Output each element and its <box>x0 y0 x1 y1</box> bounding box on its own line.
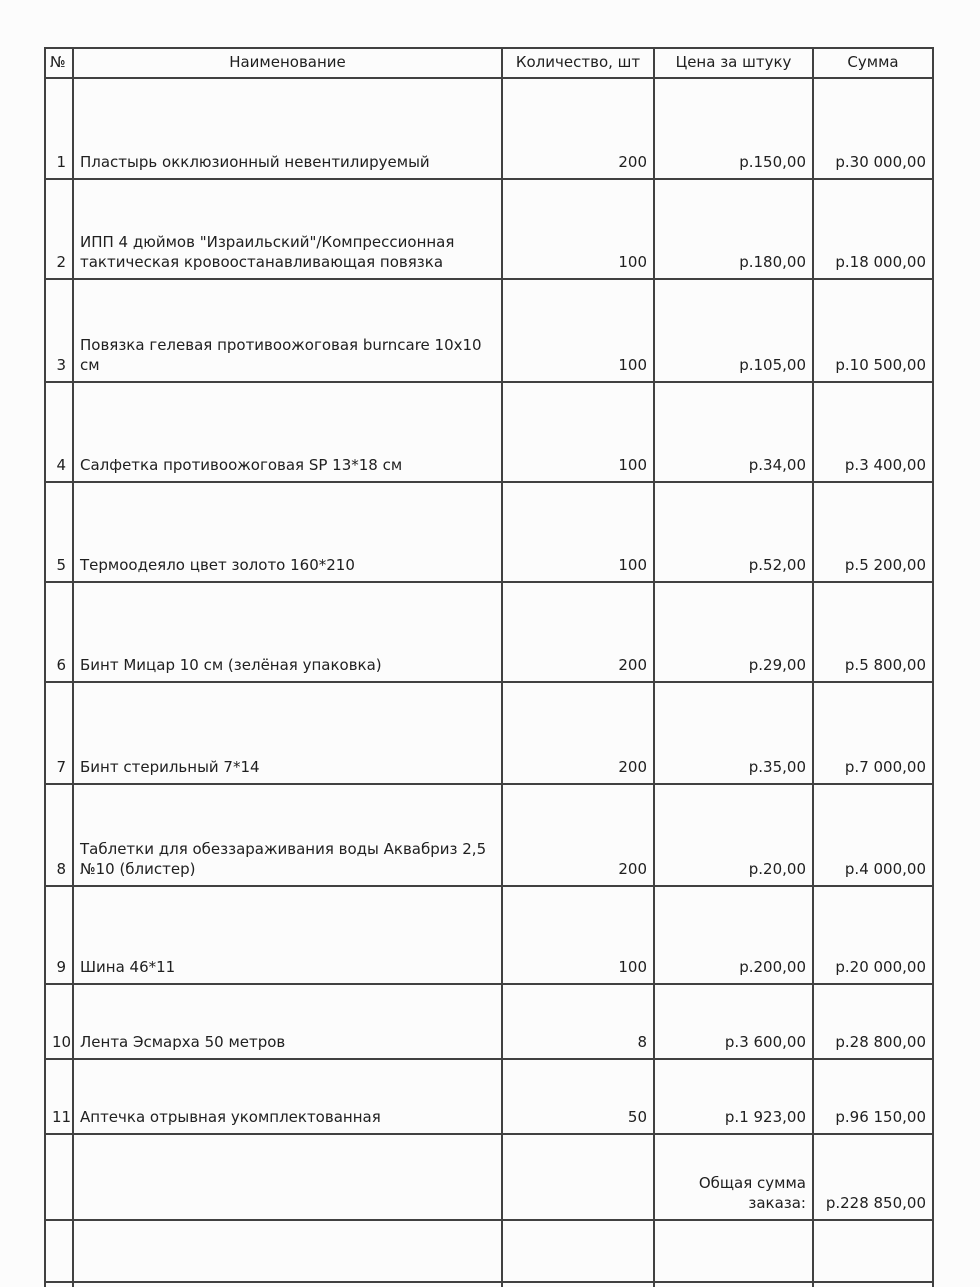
total-empty-number-cell <box>45 1134 73 1220</box>
header-number: № <box>45 48 73 78</box>
item-sum: р.5 800,00 <box>813 582 933 682</box>
item-quantity: 200 <box>502 682 654 784</box>
cut-off-row <box>45 1282 933 1287</box>
table-row <box>45 482 933 582</box>
item-price: р.1 923,00 <box>654 1059 813 1134</box>
table-row <box>45 682 933 784</box>
row-number: 3 <box>45 279 73 382</box>
item-price: р.29,00 <box>654 582 813 682</box>
item-price: р.105,00 <box>654 279 813 382</box>
item-name: Шина 46*11 <box>73 886 502 984</box>
item-sum: р.10 500,00 <box>813 279 933 382</box>
item-name: Термоодеяло цвет золото 160*210 <box>73 482 502 582</box>
row-number: 6 <box>45 582 73 682</box>
total-value: р.228 850,00 <box>813 1134 933 1220</box>
item-quantity: 200 <box>502 582 654 682</box>
item-sum: р.5 200,00 <box>813 482 933 582</box>
order-table <box>44 47 934 1287</box>
item-name: Бинт стерильный 7*14 <box>73 682 502 784</box>
item-quantity: 100 <box>502 482 654 582</box>
item-price: р.52,00 <box>654 482 813 582</box>
item-quantity: 100 <box>502 179 654 279</box>
item-price: р.180,00 <box>654 179 813 279</box>
item-price: р.200,00 <box>654 886 813 984</box>
header-sum: Сумма <box>813 48 933 78</box>
item-sum: р.28 800,00 <box>813 984 933 1059</box>
row-number: 2 <box>45 179 73 279</box>
table-row <box>45 886 933 984</box>
item-name: Повязка гелевая противоожоговая burncare 10x10 см <box>73 279 502 382</box>
item-name: Бинт Мицар 10 см (зелёная упаковка) <box>73 582 502 682</box>
item-quantity: 200 <box>502 78 654 179</box>
header-unit-price: Цена за штуку <box>654 48 813 78</box>
item-name: Салфетка противоожоговая SP 13*18 см <box>73 382 502 482</box>
item-price: р.20,00 <box>654 784 813 886</box>
row-number: 5 <box>45 482 73 582</box>
row-number: 7 <box>45 682 73 784</box>
item-sum: р.3 400,00 <box>813 382 933 482</box>
row-number: 11 <box>45 1059 73 1134</box>
item-name: Аптечка отрывная укомплектованная <box>73 1059 502 1134</box>
row-number: 10 <box>45 984 73 1059</box>
item-price: р.35,00 <box>654 682 813 784</box>
table-row <box>45 1059 933 1134</box>
table-row <box>45 179 933 279</box>
header-quantity: Количество, шт <box>502 48 654 78</box>
item-name: Пластырь окклюзионный невентилируемый <box>73 78 502 179</box>
row-number: 4 <box>45 382 73 482</box>
total-row <box>45 1134 933 1220</box>
row-number: 9 <box>45 886 73 984</box>
row-number: 1 <box>45 78 73 179</box>
item-name: Таблетки для обеззараживания воды Аквабриз 2,5 №10 (блистер) <box>73 784 502 886</box>
item-sum: р.30 000,00 <box>813 78 933 179</box>
row-number: 8 <box>45 784 73 886</box>
item-price: р.150,00 <box>654 78 813 179</box>
total-label: Общая сумма заказа: <box>654 1134 813 1220</box>
item-name: ИПП 4 дюймов "Израильский"/Компрессионная тактическая кровоостанавливающая повязка <box>73 179 502 279</box>
table-row <box>45 279 933 382</box>
item-quantity: 200 <box>502 784 654 886</box>
item-sum: р.18 000,00 <box>813 179 933 279</box>
header-row <box>45 48 933 78</box>
item-sum: р.7 000,00 <box>813 682 933 784</box>
table-row <box>45 382 933 482</box>
item-sum: р.96 150,00 <box>813 1059 933 1134</box>
item-quantity: 100 <box>502 382 654 482</box>
item-quantity: 100 <box>502 279 654 382</box>
table-row <box>45 582 933 682</box>
item-quantity: 8 <box>502 984 654 1059</box>
item-sum: р.4 000,00 <box>813 784 933 886</box>
item-quantity: 100 <box>502 886 654 984</box>
header-name: Наименование <box>73 48 502 78</box>
document-page <box>44 47 932 1287</box>
total-empty-name-cell <box>73 1134 502 1220</box>
item-price: р.3 600,00 <box>654 984 813 1059</box>
total-empty-qty-cell <box>502 1134 654 1220</box>
table-row <box>45 78 933 179</box>
item-price: р.34,00 <box>654 382 813 482</box>
table-row <box>45 984 933 1059</box>
item-name: Лента Эсмарха 50 метров <box>73 984 502 1059</box>
item-sum: р.20 000,00 <box>813 886 933 984</box>
table-row <box>45 784 933 886</box>
empty-row <box>45 1220 933 1282</box>
item-quantity: 50 <box>502 1059 654 1134</box>
